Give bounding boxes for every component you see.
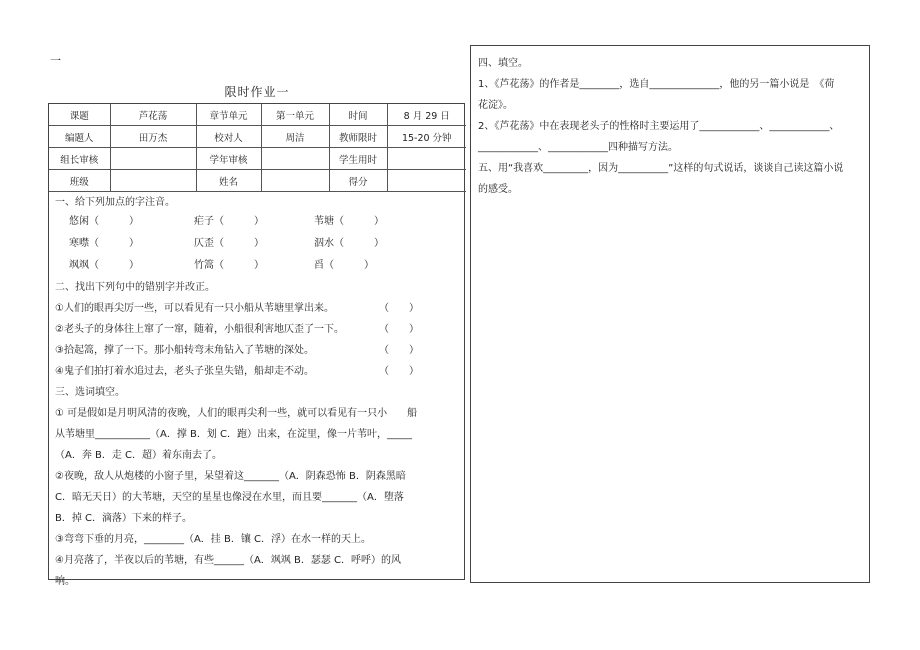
info-cell <box>261 170 329 192</box>
fill-line: B．掉 C．滴落）下来的样子。 <box>55 513 193 524</box>
pinyin-item <box>314 234 384 249</box>
info-cell <box>110 170 196 192</box>
info-cell: 编题人 <box>49 126 110 148</box>
pinyin-blank[interactable] <box>224 260 254 271</box>
info-row <box>49 104 466 126</box>
info-cell: 校对人 <box>196 126 261 148</box>
top-mark: 一 <box>50 54 61 67</box>
info-cell: 得分 <box>329 170 387 192</box>
pinyin-word: 舀（ <box>314 260 334 271</box>
pinyin-blank[interactable] <box>224 216 254 227</box>
info-row <box>49 126 466 148</box>
info-table <box>49 104 466 192</box>
paren-close: ） <box>129 238 139 249</box>
info-cell <box>110 148 196 170</box>
pinyin-item <box>314 256 374 271</box>
pinyin-word: 苇塘（ <box>314 216 344 227</box>
pinyin-word: 飒飒（ <box>69 260 99 271</box>
fill-line: 2、《芦花荡》中在表现老头子的性格时主要运用了____________、____________、 <box>478 121 840 132</box>
section-3-heading: 三、选词填空。 <box>55 387 125 398</box>
info-cell: 章节单元 <box>196 104 261 126</box>
answer-paren[interactable]: （ ） <box>379 345 419 356</box>
pinyin-blank[interactable] <box>344 216 374 227</box>
error-item: ③拾起篙，撑了一下。那小船转弯末角钻入了苇塘的深处。 <box>55 345 314 356</box>
info-row <box>49 170 466 192</box>
paren-close: ） <box>374 216 384 227</box>
info-cell: 学年审核 <box>196 148 261 170</box>
paren-close: ） <box>129 216 139 227</box>
section-4-heading: 四、填空。 <box>478 58 528 69</box>
document-title: 限时作业一 <box>224 85 290 99</box>
answer-paren[interactable]: （ ） <box>379 366 419 377</box>
paren-close: ） <box>374 238 384 249</box>
info-cell: 姓名 <box>196 170 261 192</box>
pinyin-item <box>194 256 264 271</box>
info-cell: 教师限时 <box>329 126 387 148</box>
pinyin-blank[interactable] <box>99 238 129 249</box>
pinyin-blank[interactable] <box>334 260 364 271</box>
info-cell: 芦花荡 <box>110 104 196 126</box>
info-cell: 学生用时 <box>329 148 387 170</box>
fill-line: 从苇塘里___________（A．撑 B．划 C．跑）出来，在淀里，像一片苇叶，_____ <box>55 429 413 440</box>
info-cell: 第一单元 <box>261 104 329 126</box>
fill-line: 响。 <box>55 576 75 587</box>
info-cell: 8 月 29 日 <box>387 104 466 126</box>
fill-line: ____________、____________四种描写方法。 <box>478 142 678 153</box>
paren-close: ） <box>254 216 264 227</box>
error-item: ②老头子的身体往上窜了一窜，随着，小船很利害地仄歪了一下。 <box>55 324 344 335</box>
info-cell <box>387 170 466 192</box>
pinyin-word: 寒噤（ <box>69 238 99 249</box>
answer-paren[interactable]: （ ） <box>379 303 419 314</box>
fill-line: （A．奔 B．走 C．超）着东南去了。 <box>55 450 223 461</box>
pinyin-word: 泅水（ <box>314 238 344 249</box>
pinyin-word: 竹篙（ <box>194 260 224 271</box>
pinyin-word: 疟子（ <box>194 216 224 227</box>
fill-line: ④月亮落了，半夜以后的苇塘，有些______（A．飒飒 B．瑟瑟 C．呼呼）的风 <box>55 555 402 566</box>
pinyin-item <box>69 234 139 249</box>
section-5-line: 的感受。 <box>478 184 518 195</box>
right-worksheet-panel <box>470 45 870 583</box>
pinyin-blank[interactable] <box>224 238 254 249</box>
info-cell: 周洁 <box>261 126 329 148</box>
fill-line: ① 可是假如是月明风清的夜晚，人们的眼再尖利一些，就可以看见有一只小 船 <box>55 408 418 419</box>
info-row <box>49 148 466 170</box>
info-cell: 田万杰 <box>110 126 196 148</box>
pinyin-item <box>69 212 139 227</box>
pinyin-item <box>194 212 264 227</box>
paren-close: ） <box>129 260 139 271</box>
pinyin-word: 悠闲（ <box>69 216 99 227</box>
fill-line: ③弯弯下垂的月亮，________（A．挂 B．镶 C．浮）在水一样的天上。 <box>55 534 372 545</box>
pinyin-blank[interactable] <box>99 216 129 227</box>
pinyin-blank[interactable] <box>99 260 129 271</box>
paren-close: ） <box>254 238 264 249</box>
info-cell: 15-20 分钟 <box>387 126 466 148</box>
info-cell: 班级 <box>49 170 110 192</box>
pinyin-blank[interactable] <box>344 238 374 249</box>
info-cell: 时间 <box>329 104 387 126</box>
info-cell: 课题 <box>49 104 110 126</box>
section-1-heading: 一、给下列加点的字注音。 <box>55 197 175 208</box>
fill-line: 1、《芦花荡》的作者是________，选自______________，他的另一篇小说是 《荷 <box>478 79 835 90</box>
paren-close: ） <box>254 260 264 271</box>
pinyin-item <box>314 212 384 227</box>
section-2-heading: 二、找出下列句中的错别字并改正。 <box>55 282 215 293</box>
answer-paren[interactable]: （ ） <box>379 324 419 335</box>
fill-line: C．暗无天日）的大苇塘，天空的星星也像浸在水里，而且要_______（A．堕落 <box>55 492 404 503</box>
pinyin-item <box>69 256 139 271</box>
info-cell <box>387 148 466 170</box>
info-cell <box>261 148 329 170</box>
pinyin-word: 仄歪（ <box>194 238 224 249</box>
paren-close: ） <box>364 260 374 271</box>
fill-line: ②夜晚，敌人从炮楼的小窗子里，呆望着这_______（A．阴森恐怖 B．阴森黑暗 <box>55 471 406 482</box>
section-5-line: 五、用“我喜欢_________，因为__________”这样的句式说话，谈谈自己读这篇小说 <box>478 163 844 174</box>
error-item: ④鬼子们拍打着水追过去，老头子张皇失错，船却走不动。 <box>55 366 314 377</box>
left-worksheet-panel <box>48 103 465 587</box>
error-item: ①人们的眼再尖厉一些，可以看见有一只小船从苇塘里掌出来。 <box>55 303 334 314</box>
pinyin-item <box>194 234 264 249</box>
info-cell: 组长审核 <box>49 148 110 170</box>
fill-line: 花淀》。 <box>478 100 513 111</box>
